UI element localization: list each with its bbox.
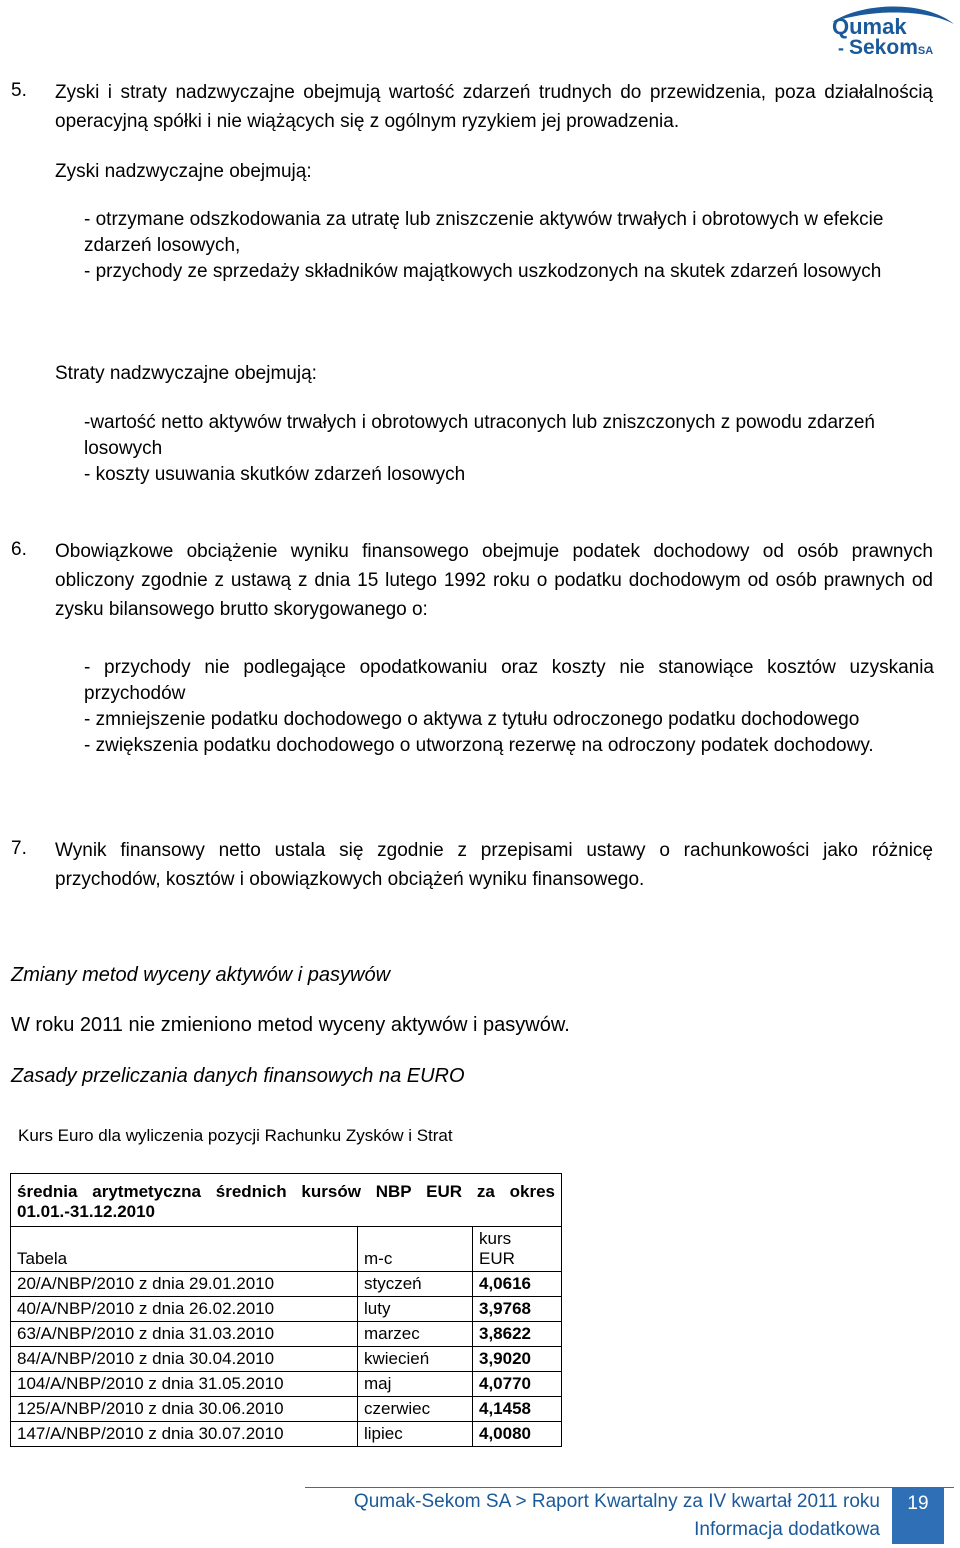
euro-title: Zasady przeliczania danych finansowych na EURO: [11, 1065, 465, 1087]
header-rate-line1: kurs: [479, 1229, 512, 1248]
valuation-title: Zmiany metod wyceny aktywów i pasywów: [11, 964, 391, 986]
page-number: 19: [892, 1488, 944, 1544]
cell-table: 104/A/NBP/2010 z dnia 31.05.2010: [11, 1372, 358, 1397]
item6-list-item: - przychody nie podlegające opodatkowaniu oraz koszty nie stanowiące kosztów uzyskania przychodów: [84, 657, 934, 704]
losses-item: - koszty usuwania skutków zdarzeń losowych: [84, 464, 466, 485]
header-month: m-c: [358, 1227, 473, 1272]
footer-divider: [305, 1487, 892, 1488]
gains-item: - przychody ze sprzedaży składników majątkowych uszkodzonych na skutek zdarzeń losowych: [84, 261, 882, 282]
gains-list: [84, 207, 934, 285]
cell-rate: 3,8622: [473, 1322, 562, 1347]
logo-suffix: SA: [917, 45, 934, 57]
gains-heading: Zyski nadzwyczajne obejmują:: [55, 161, 312, 182]
item6-list: [84, 655, 934, 759]
table-caption: średnia arytmetyczna średnich kursów NBP EUR za okres 01.01.-31.12.2010: [11, 1174, 562, 1227]
logo-line2-text: Sekom: [849, 36, 918, 59]
table-row: [11, 1397, 562, 1422]
cell-month: luty: [358, 1297, 473, 1322]
cell-rate: 3,9768: [473, 1297, 562, 1322]
cell-rate: 4,0770: [473, 1372, 562, 1397]
item7-text: Wynik finansowy netto ustala się zgodnie z przepisami ustawy o rachunkowości jako różnicę przychodów, kosztów i obowiązkowych obciążeń wyniku finansowego.: [55, 840, 933, 890]
header-rate-line2: EUR: [479, 1249, 515, 1268]
logo-line2: [838, 36, 933, 60]
item6-list-item: - zmniejszenie podatku dochodowego o aktywa z tytułu odroczonego podatku dochodowego: [84, 709, 860, 730]
cell-table: 20/A/NBP/2010 z dnia 29.01.2010: [11, 1272, 358, 1297]
cell-month: styczeń: [358, 1272, 473, 1297]
cell-month: lipiec: [358, 1422, 473, 1447]
cell-table: 147/A/NBP/2010 z dnia 30.07.2010: [11, 1422, 358, 1447]
item6-text: Obowiązkowe obciążenie wyniku finansowego obejmuje podatek dochodowy od osób prawnych obliczony zgodnie z ustawą z dnia 15 lutego 1992 roku o podatku dochodowym od osób prawnych od zysku bilansowego brutto skorygowanego o:: [55, 541, 933, 620]
item6-list-item: - zwiększenia podatku dochodowego o utworzoną rezerwę na odroczony podatek dochodowy.: [84, 735, 874, 756]
logo-dash: -: [838, 38, 849, 58]
cell-table: 40/A/NBP/2010 z dnia 26.02.2010: [11, 1297, 358, 1322]
footer-report-title: Qumak-Sekom SA > Raport Kwartalny za IV kwartał 2011 roku: [353, 1491, 880, 1512]
cell-rate: 3,9020: [473, 1347, 562, 1372]
table-row: [11, 1347, 562, 1372]
table-header-row: [11, 1227, 562, 1272]
euro-subtitle: Kurs Euro dla wyliczenia pozycji Rachunku Zysków i Strat: [18, 1126, 453, 1145]
cell-rate: 4,0080: [473, 1422, 562, 1447]
item7-number: 7.: [11, 838, 27, 859]
cell-table: 125/A/NBP/2010 z dnia 30.06.2010: [11, 1397, 358, 1422]
table-row: [11, 1322, 562, 1347]
footer-section-name: Informacja dodatkowa: [694, 1519, 880, 1540]
cell-table: 84/A/NBP/2010 z dnia 30.04.2010: [11, 1347, 358, 1372]
logo-line1: Qumak: [832, 14, 907, 39]
cell-rate: 4,0616: [473, 1272, 562, 1297]
item5-text: Zyski i straty nadzwyczajne obejmują wartość zdarzeń trudnych do przewidzenia, poza działalnością operacyjną spółki i nie wiążących się z ogólnym ryzykiem jej prowadzenia.: [55, 82, 933, 132]
gains-item: - otrzymane odszkodowania za utratę lub zniszczenie aktywów trwałych i obrotowych w efekcie zdarzeń losowych,: [84, 209, 884, 256]
table-caption-row: [11, 1174, 562, 1227]
losses-item: -wartość netto aktywów trwałych i obrotowych utraconych lub zniszczonych z powodu zdarzeń losowych: [84, 412, 875, 459]
cell-month: czerwiec: [358, 1397, 473, 1422]
cell-table: 63/A/NBP/2010 z dnia 31.03.2010: [11, 1322, 358, 1347]
losses-list: [84, 410, 934, 488]
header-table: Tabela: [11, 1227, 358, 1272]
valuation-text: W roku 2011 nie zmieniono metod wyceny aktywów i pasywów.: [11, 1014, 570, 1036]
table-row: [11, 1272, 562, 1297]
item6-number: 6.: [11, 539, 27, 560]
company-logo: [824, 4, 956, 60]
cell-month: marzec: [358, 1322, 473, 1347]
table-row: [11, 1372, 562, 1397]
cell-month: kwiecień: [358, 1347, 473, 1372]
cell-rate: 4,1458: [473, 1397, 562, 1422]
cell-month: maj: [358, 1372, 473, 1397]
item5-number: 5.: [11, 80, 27, 101]
losses-heading: Straty nadzwyczajne obejmują:: [55, 363, 317, 384]
header-rate: [473, 1227, 562, 1272]
table-row: [11, 1422, 562, 1447]
rates-table: [10, 1173, 562, 1447]
table-row: [11, 1297, 562, 1322]
